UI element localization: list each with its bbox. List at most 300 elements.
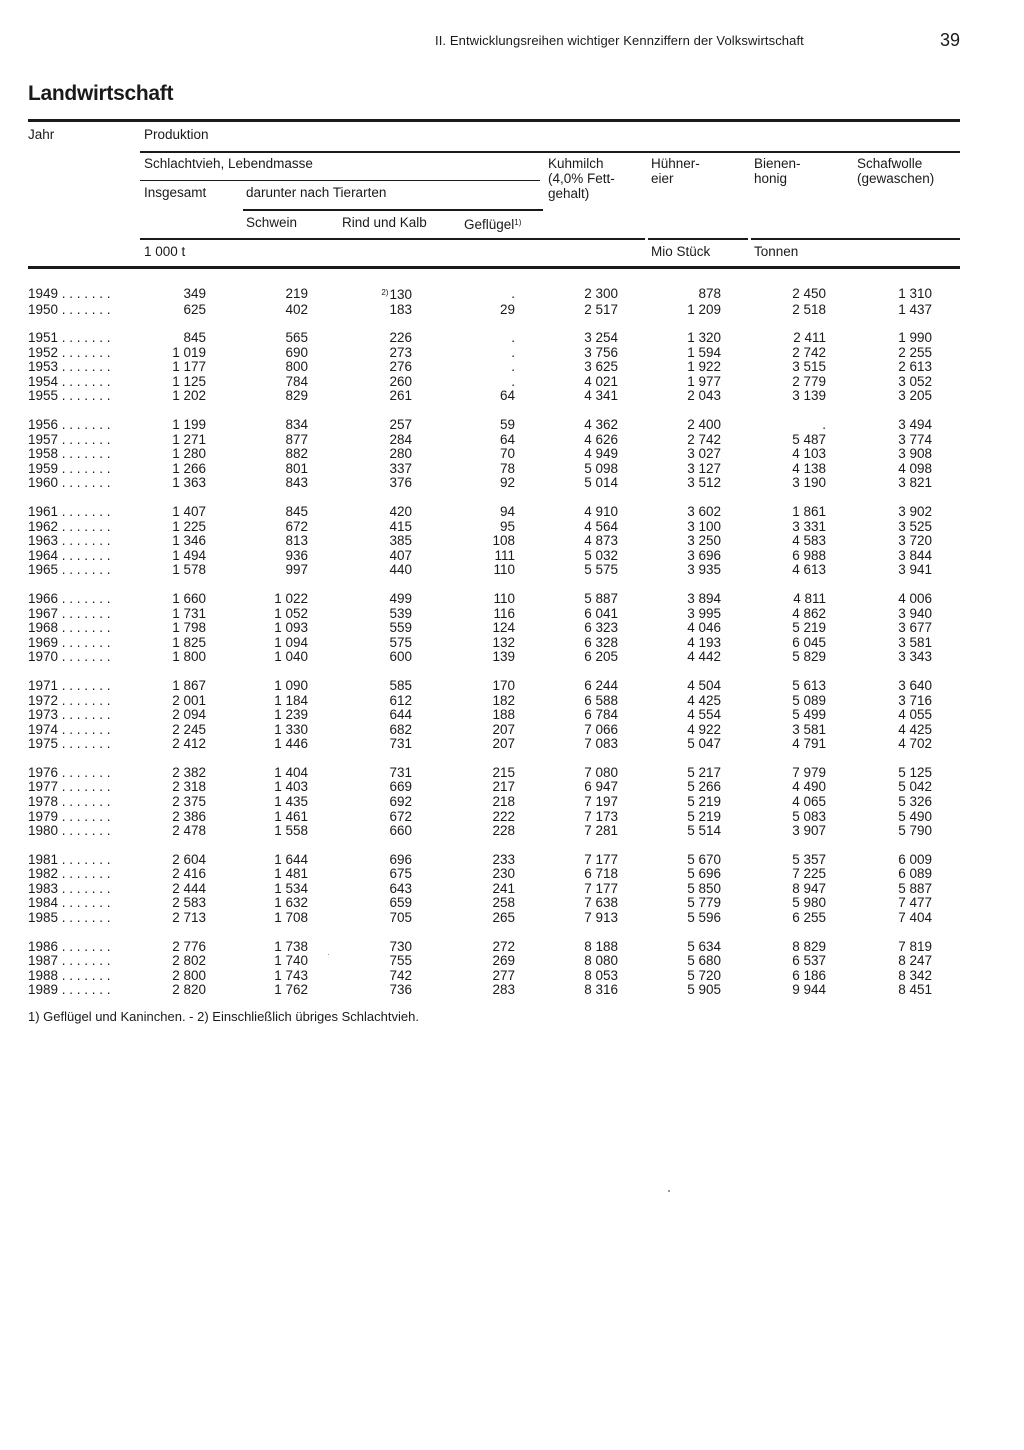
group-spacer-cell	[28, 491, 932, 505]
cell-insgesamt: 2 776	[172, 939, 206, 954]
cell-gefluegel: 94	[499, 505, 515, 520]
cell-rind-kalb: 672	[389, 809, 412, 824]
cell-insgesamt: 2 604	[172, 852, 206, 867]
cell-kuhmilch: 7 173	[584, 809, 618, 824]
cell-schwein: 882	[285, 447, 308, 462]
cell-kuhmilch: 6 244	[584, 678, 618, 693]
cell-insgesamt: 2 478	[172, 824, 206, 839]
cell-rind-kalb: 499	[389, 592, 412, 607]
cell-schafwolle: 7 404	[898, 911, 932, 925]
cell-huehnereier: 3 894	[687, 592, 721, 607]
scan-speck	[328, 954, 329, 955]
cell-huehnereier: 5 720	[687, 968, 721, 983]
cell-bienenhonig: 1 861	[792, 505, 826, 520]
cell-insgesamt: 1 019	[172, 345, 206, 360]
header-gefluegel-label: Geflügel	[464, 217, 515, 232]
cell-bienenhonig: 4 065	[792, 794, 826, 809]
cell-rind-kalb: 385	[389, 534, 412, 549]
cell-kuhmilch: 2 300	[584, 286, 618, 301]
cell-gefluegel: 272	[492, 939, 515, 954]
cell-bienenhonig: 5 613	[792, 678, 826, 693]
cell-huehnereier: 1 594	[687, 345, 721, 360]
cell-rind-kalb: 731	[389, 737, 412, 752]
cell-insgesamt: 1 280	[172, 447, 206, 462]
header-gefluegel	[464, 215, 522, 232]
cell-gefluegel: 228	[492, 824, 515, 839]
cell-gefluegel: 124	[492, 621, 515, 636]
cell-year: 1963 . . . . . . .	[28, 534, 111, 549]
unit-tonnen: Tonnen	[754, 244, 799, 259]
cell-year: 1952 . . . . . . .	[28, 345, 111, 360]
header-insgesamt: Insgesamt	[144, 185, 207, 200]
header-rind: Rind und Kalb	[342, 215, 427, 230]
cell-year: 1988 . . . . . . .	[28, 968, 111, 983]
cell-schwein: 1 738	[274, 939, 308, 954]
cell-rind-kalb: 575	[389, 635, 412, 650]
cell-schafwolle: 3 720	[898, 534, 932, 549]
cell-huehnereier: 5 596	[687, 911, 721, 925]
cell-huehnereier: 5 219	[687, 794, 721, 809]
cell-kuhmilch: 8 053	[584, 968, 618, 983]
cell-schwein: 1 740	[274, 954, 308, 969]
cell-kuhmilch: 7 066	[584, 722, 618, 737]
cell-rind-kalb: 659	[389, 896, 412, 911]
table-row	[28, 954, 932, 969]
cell-schwein: 1 093	[274, 621, 308, 636]
cell-kuhmilch: 4 873	[584, 534, 618, 549]
cell-insgesamt: 2 318	[172, 780, 206, 795]
unit-rule-tonnen	[751, 238, 960, 240]
cell-schafwolle: 6 009	[898, 852, 932, 867]
cell-year: 1984 . . . . . . .	[28, 896, 111, 911]
cell-gefluegel: 258	[492, 896, 515, 911]
cell-kuhmilch: 7 638	[584, 896, 618, 911]
cell-schafwolle: 8 247	[898, 954, 932, 969]
cell-schwein: 1 052	[274, 606, 308, 621]
table-row	[28, 447, 932, 462]
cell-schafwolle: 3 525	[898, 519, 932, 534]
cell-year: 1974 . . . . . . .	[28, 722, 111, 737]
group-spacer-cell	[28, 404, 932, 418]
cell-gefluegel: 92	[499, 476, 515, 491]
cell-huehnereier: 5 779	[687, 896, 721, 911]
cell-year: 1987 . . . . . . .	[28, 954, 111, 969]
cell-gefluegel: 277	[492, 968, 515, 983]
cell-schafwolle: 3 640	[898, 678, 932, 693]
cell-schwein: 877	[285, 432, 308, 447]
scan-speck	[668, 1190, 670, 1192]
cell-rind-kalb: 440	[389, 563, 412, 578]
cell-huehnereier: 3 935	[687, 563, 721, 578]
cell-insgesamt: 1 578	[172, 563, 206, 578]
cell-schafwolle: 3 940	[898, 606, 932, 621]
table-row	[28, 969, 932, 984]
cell-gefluegel: 116	[493, 606, 515, 621]
cell-gefluegel: 132	[492, 635, 515, 650]
cell-schwein: 1 708	[274, 911, 308, 925]
cell-schwein: 1 330	[274, 722, 308, 737]
cell-huehnereier: 4 922	[687, 722, 721, 737]
group-spacer	[28, 752, 932, 766]
cell-kuhmilch: 8 316	[584, 983, 618, 998]
cell-schwein: 219	[285, 286, 308, 301]
cell-huehnereier: 2 400	[687, 418, 721, 433]
table-row	[28, 389, 932, 404]
cell-kuhmilch: 6 205	[584, 650, 618, 665]
header-huehner-line2: eier	[651, 171, 674, 186]
cell-bienenhonig: 4 862	[792, 606, 826, 621]
cell-huehnereier: 5 514	[687, 824, 721, 839]
cell-bienenhonig: 6 537	[792, 954, 826, 969]
cell-schafwolle: 1 310	[898, 286, 932, 301]
cell-insgesamt: 2 583	[172, 896, 206, 911]
cell-year: 1949 . . . . . . .	[28, 286, 111, 301]
cell-rind-kalb: 284	[389, 432, 412, 447]
table-row	[28, 346, 932, 361]
cell-year: 1967 . . . . . . .	[28, 606, 111, 621]
group-spacer-cell	[28, 926, 932, 940]
cell-schafwolle: 5 887	[898, 881, 932, 896]
cell-bienenhonig: 3 190	[792, 476, 826, 491]
cell-gefluegel: .	[511, 345, 515, 360]
cell-gefluegel: 108	[492, 534, 515, 549]
cell-rind-kalb: 261	[389, 389, 412, 404]
cell-insgesamt: 1 825	[172, 635, 206, 650]
cell-schafwolle: 3 908	[898, 447, 932, 462]
cell-year: 1989 . . . . . . .	[28, 983, 111, 998]
cell-kuhmilch: 5 014	[584, 476, 618, 491]
table-row	[28, 780, 932, 795]
cell-schwein: 1 404	[274, 765, 308, 780]
page-number: 39	[940, 30, 961, 50]
table-row	[28, 462, 932, 477]
cell-bienenhonig: 3 907	[792, 824, 826, 839]
cell-insgesamt: 1 266	[172, 461, 206, 476]
unit-rule-mio	[648, 238, 748, 240]
header-huehner-line1: Hühner-	[651, 156, 700, 171]
cell-insgesamt: 1 225	[172, 519, 206, 534]
cell-schafwolle: 4 006	[898, 592, 932, 607]
cell-kuhmilch: 3 756	[584, 345, 618, 360]
cell-rind-kalb: 257	[389, 418, 412, 433]
running-header: II. Entwicklungsreihen wichtiger Kennziffern der Volkswirtschaft	[435, 33, 804, 48]
table-row	[28, 853, 932, 868]
table-row	[28, 607, 932, 622]
cell-gefluegel: 241	[492, 881, 515, 896]
cell-schafwolle: 2 255	[898, 345, 932, 360]
cell-bienenhonig: 6 988	[792, 548, 826, 563]
cell-insgesamt: 1 407	[172, 505, 206, 520]
cell-rind-kalb: 692	[389, 794, 412, 809]
cell-kuhmilch: 3 254	[584, 331, 618, 346]
cell-insgesamt: 625	[183, 302, 206, 317]
table-row	[28, 592, 932, 607]
cell-insgesamt: 2 416	[172, 867, 206, 882]
cell-rind-kalb: 644	[389, 708, 412, 723]
table-row	[28, 867, 932, 882]
cell-insgesamt: 2 713	[172, 911, 206, 925]
cell-huehnereier: 3 995	[687, 606, 721, 621]
cell-year: 1980 . . . . . . .	[28, 824, 111, 839]
table-row	[28, 824, 932, 839]
header-kuhmilch-line3: gehalt)	[548, 186, 590, 201]
cell-year: 1975 . . . . . . .	[28, 737, 111, 752]
footnote: 1) Geflügel und Kaninchen. - 2) Einschließlich übriges Schlachtvieh.	[28, 1009, 419, 1024]
cell-insgesamt: 2 412	[172, 737, 206, 752]
table-row	[28, 433, 932, 448]
cell-bienenhonig: 7 979	[792, 765, 826, 780]
cell-rind-kalb: 682	[389, 722, 412, 737]
cell-gefluegel: 170	[492, 678, 515, 693]
cell-gefluegel: 233	[492, 852, 515, 867]
cell-kuhmilch: 4 564	[584, 519, 618, 534]
cell-schwein: 565	[285, 331, 308, 346]
table-row	[28, 650, 932, 665]
cell-value: 130	[389, 287, 412, 302]
data-table-body	[28, 286, 932, 998]
cell-insgesamt: 1 202	[172, 389, 206, 404]
cell-bienenhonig: 5 487	[792, 432, 826, 447]
header-schaf-line1: Schafwolle	[857, 156, 923, 171]
cell-rind-kalb: 273	[389, 345, 412, 360]
cell-year: 1969 . . . . . . .	[28, 635, 111, 650]
table-row	[28, 286, 932, 303]
cell-schafwolle: 3 902	[898, 505, 932, 520]
cell-year: 1957 . . . . . . .	[28, 432, 111, 447]
cell-huehnereier: 4 554	[687, 708, 721, 723]
cell-schwein: 800	[285, 360, 308, 375]
cell-gefluegel: 111	[494, 548, 515, 563]
table-row	[28, 766, 932, 781]
header-schlachtvieh: Schlachtvieh, Lebendmasse	[144, 156, 313, 171]
cell-schafwolle: 3 343	[898, 650, 932, 665]
cell-huehnereier: 5 217	[687, 765, 721, 780]
table-row	[28, 882, 932, 897]
cell-kuhmilch: 7 913	[584, 911, 618, 925]
cell-gefluegel: 207	[492, 722, 515, 737]
cell-huehnereier: 1 977	[687, 374, 721, 389]
group-spacer	[28, 665, 932, 679]
cell-schwein: 1 184	[274, 693, 308, 708]
cell-insgesamt: 2 375	[172, 794, 206, 809]
cell-year: 1976 . . . . . . .	[28, 765, 111, 780]
cell-schwein: 843	[285, 476, 308, 491]
cell-year: 1979 . . . . . . .	[28, 809, 111, 824]
cell-bienenhonig: 4 811	[793, 592, 826, 607]
cell-year: 1955 . . . . . . .	[28, 389, 111, 404]
cell-schwein: 1 239	[274, 708, 308, 723]
tierarten-rule	[243, 209, 543, 211]
cell-kuhmilch: 6 784	[584, 708, 618, 723]
unit-rule-left	[140, 238, 645, 240]
cell-insgesamt: 1 177	[172, 360, 206, 375]
cell-insgesamt: 2 245	[172, 722, 206, 737]
footnote-mark-1: 1)	[514, 218, 522, 227]
cell-bienenhonig: 4 583	[792, 534, 826, 549]
cell-schafwolle: 5 790	[898, 824, 932, 839]
table-row	[28, 911, 932, 926]
data-table	[28, 286, 932, 998]
cell-kuhmilch: 6 718	[584, 867, 618, 882]
cell-rind-kalb: 730	[389, 939, 412, 954]
cell-schwein: 1 461	[274, 809, 308, 824]
cell-schafwolle: 4 055	[898, 708, 932, 723]
cell-rind-kalb: 736	[389, 983, 412, 998]
header-darunter: darunter nach Tierarten	[246, 185, 387, 200]
cell-schafwolle: 4 425	[898, 722, 932, 737]
cell-insgesamt: 2 802	[172, 954, 206, 969]
cell-gefluegel: .	[511, 286, 515, 301]
cell-schafwolle: 4 098	[898, 461, 932, 476]
cell-schafwolle: 4 702	[898, 737, 932, 752]
cell-bienenhonig: 4 490	[792, 780, 826, 795]
table-row	[28, 549, 932, 564]
cell-schwein: 1 090	[274, 678, 308, 693]
cell-year: 1958 . . . . . . .	[28, 447, 111, 462]
cell-bienenhonig: 3 515	[792, 360, 826, 375]
cell-schwein: 1 743	[274, 968, 308, 983]
table-row	[28, 636, 932, 651]
cell-schwein: 1 558	[274, 824, 308, 839]
cell-kuhmilch: 4 021	[584, 374, 618, 389]
cell-schwein: 1 644	[274, 852, 308, 867]
cell-gefluegel: 59	[499, 418, 515, 433]
cell-year: 1972 . . . . . . .	[28, 693, 111, 708]
cell-kuhmilch: 4 626	[584, 432, 618, 447]
cell-bienenhonig: 6 255	[792, 911, 826, 925]
cell-year: 1950 . . . . . . .	[28, 302, 111, 317]
group-spacer	[28, 926, 932, 940]
cell-insgesamt: 1 731	[172, 606, 206, 621]
cell-bienenhonig: 6 186	[792, 968, 826, 983]
group-spacer	[28, 578, 932, 592]
cell-bienenhonig: 3 331	[792, 519, 826, 534]
cell-bienenhonig: 2 411	[793, 331, 826, 346]
table-row	[28, 505, 932, 520]
table-row	[28, 375, 932, 390]
header-bienen-line1: Bienen-	[754, 156, 801, 171]
table-row	[28, 940, 932, 955]
cell-huehnereier: 5 905	[687, 983, 721, 998]
cell-insgesamt: 1 494	[172, 548, 206, 563]
table-row	[28, 360, 932, 375]
cell-rind-kalb: 696	[389, 852, 412, 867]
cell-schwein: 690	[285, 345, 308, 360]
cell-rind-kalb: 226	[389, 331, 412, 346]
header-produktion: Produktion	[144, 127, 209, 142]
cell-bienenhonig: 3 581	[792, 722, 826, 737]
cell-gefluegel: 215	[492, 765, 515, 780]
cell-insgesamt: 1 660	[172, 592, 206, 607]
cell-rind-kalb: 276	[389, 360, 412, 375]
cell-year: 1961 . . . . . . .	[28, 505, 111, 520]
cell-huehnereier: 3 602	[687, 505, 721, 520]
header-bottom-rule	[28, 266, 960, 269]
cell-insgesamt: 1 346	[172, 534, 206, 549]
cell-year: 1964 . . . . . . .	[28, 548, 111, 563]
cell-schwein: 1 534	[274, 881, 308, 896]
cell-schafwolle: 7 819	[898, 939, 932, 954]
cell-schwein: 813	[285, 534, 308, 549]
cell-huehnereier: 4 193	[687, 635, 721, 650]
cell-rind-kalb	[308, 286, 412, 303]
table-row	[28, 708, 932, 723]
cell-bienenhonig: 9 944	[792, 983, 826, 998]
table-row	[28, 331, 932, 346]
cell-schwein: 801	[285, 461, 308, 476]
group-spacer-cell	[28, 839, 932, 853]
cell-year: 1981 . . . . . . .	[28, 852, 111, 867]
group-spacer	[28, 317, 932, 331]
cell-rind-kalb: 183	[389, 302, 412, 317]
cell-rind-kalb: 337	[389, 461, 412, 476]
cell-rind-kalb: 600	[389, 650, 412, 665]
cell-insgesamt: 2 444	[172, 881, 206, 896]
header-kuhmilch-line2: (4,0% Fett-	[548, 171, 615, 186]
group-spacer	[28, 839, 932, 853]
cell-insgesamt: 2 001	[172, 693, 206, 708]
cell-insgesamt: 2 382	[172, 765, 206, 780]
cell-kuhmilch: 7 197	[584, 794, 618, 809]
cell-schafwolle: 6 089	[898, 867, 932, 882]
cell-kuhmilch: 2 517	[584, 302, 618, 317]
cell-year: 1959 . . . . . . .	[28, 461, 111, 476]
cell-schafwolle: 3 205	[898, 389, 932, 404]
cell-schafwolle: 3 581	[898, 635, 932, 650]
cell-schwein: 1 481	[274, 867, 308, 882]
cell-schwein: 1 446	[274, 737, 308, 752]
cell-schwein: 1 403	[274, 780, 308, 795]
cell-huehnereier: 1 320	[687, 331, 721, 346]
table-row	[28, 621, 932, 636]
cell-huehnereier: 5 047	[687, 737, 721, 752]
cell-year: 1983 . . . . . . .	[28, 881, 111, 896]
cell-huehnereier: 3 100	[687, 519, 721, 534]
cell-huehnereier: 3 250	[687, 534, 721, 549]
cell-year: 1971 . . . . . . .	[28, 678, 111, 693]
table-row	[28, 795, 932, 810]
cell-schwein: 1 632	[274, 896, 308, 911]
cell-huehnereier: 5 696	[687, 867, 721, 882]
cell-insgesamt: 2 800	[172, 968, 206, 983]
cell-insgesamt: 1 867	[172, 678, 206, 693]
cell-bienenhonig: 5 499	[792, 708, 826, 723]
cell-insgesamt: 1 125	[172, 374, 206, 389]
cell-gefluegel: .	[511, 374, 515, 389]
cell-rind-kalb: 669	[389, 780, 412, 795]
cell-schwein: 829	[285, 389, 308, 404]
cell-schafwolle: 3 677	[898, 621, 932, 636]
cell-huehnereier: 4 046	[687, 621, 721, 636]
cell-kuhmilch: 5 032	[584, 548, 618, 563]
cell-year: 1962 . . . . . . .	[28, 519, 111, 534]
cell-bienenhonig: 5 980	[792, 896, 826, 911]
cell-gefluegel: 207	[492, 737, 515, 752]
cell-rind-kalb: 643	[389, 881, 412, 896]
cell-rind-kalb: 705	[389, 911, 412, 925]
cell-schafwolle: 5 125	[898, 765, 932, 780]
cell-rind-kalb: 539	[389, 606, 412, 621]
cell-gefluegel: 182	[492, 693, 515, 708]
cell-gefluegel: 64	[499, 432, 515, 447]
group-spacer	[28, 491, 932, 505]
cell-schafwolle: 5 326	[898, 794, 932, 809]
cell-huehnereier: 3 127	[687, 461, 721, 476]
cell-huehnereier: 2 043	[687, 389, 721, 404]
cell-kuhmilch: 6 323	[584, 621, 618, 636]
cell-insgesamt: 2 094	[172, 708, 206, 723]
cell-schwein: 784	[285, 374, 308, 389]
